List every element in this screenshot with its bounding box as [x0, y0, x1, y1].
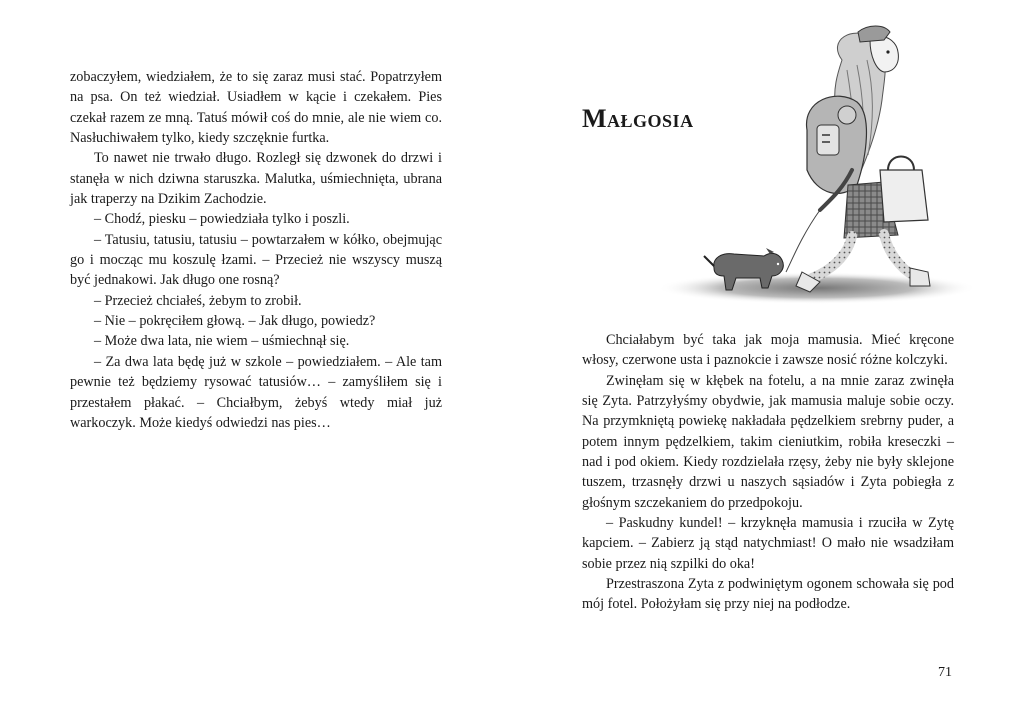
paragraph: To nawet nie trwało długo. Rozległ się dzwonek do drzwi i stanęła w nich dziwna staruszka. Malutka, uśmiechnięta, ubrana jak traperzy na Dzikim Zachodzie. [70, 150, 442, 208]
paragraph: – Za dwa lata będę już w szkole – powiedziałem. – Ale tam pewnie też będziemy rysować tatusiów… – zamyśliłem się i przestałem płakać. – Chciałbym, żebyś wtedy miał już warkoczyk. Może kiedyś odwiedzi nas pies… [70, 353, 442, 431]
chapter-title: Małgosia [582, 104, 694, 133]
right-page-text [582, 330, 954, 615]
paragraph: – Paskudny kundel! – krzyknęła mamusia i rzuciła w Zytę kapciem. – Zabierz ją stąd natychmiast! O mało nie wsadziłam sobie przez nią szpilki do oka! [582, 515, 954, 572]
paragraph: – Tatusiu, tatusiu, tatusiu – powtarzałem w kółko, obejmując go i mocząc mu koszulę łzami. – Przecież nie wszyscy muszą być jednakowi. Jak długo one rosną? [70, 231, 442, 289]
right-page [512, 0, 1024, 723]
paragraph: – Chodź, piesku – powiedziała tylko i poszli. [94, 211, 350, 228]
paragraph: zobaczyłem, wiedziałem, że to się zaraz musi stać. Popatrzyłem na psa. On też wiedział. Usiadłem w kącie i czekałem. Pies czekał razem ze mną. Tatuś mówił coś do mnie, ale nie wiem co. Nasłuchiwałem tylko, kiedy szczęknie furtka. [70, 69, 442, 147]
paragraph: – Przecież chciałeś, żebym to zrobił. [94, 292, 302, 309]
girl-walking-dog-illustration-icon [652, 20, 972, 320]
paragraph: Zwinęłam się w kłębek na fotelu, a na mnie zaraz zwinęła się Zyta. Patrzyłyśmy obydwie, jak mamusia maluje sobie oczy. Na przymkniętą powiekę nakładała pędzelkiem srebrny puder, a potem innym pędzelkiem, takim cieniutkim, robiła kreseczki – nad i pod okiem. Kiedy rozdzielała rzęsy, żeby nie były sklejone tuszem, trzasnęły drzwi u naszych sąsiadów i Zyta pobiegła z głośnym szczekaniem do przedpokoju. [582, 372, 954, 511]
paragraph: Przestraszona Zyta z podwiniętym ogonem schowała się pod mój fotel. Położyłam się przy niej na podłodze. [582, 576, 954, 613]
page-number: 71 [938, 665, 952, 680]
paragraph: Chciałabym być taka jak moja mamusia. Mieć kręcone włosy, czerwone usta i paznokcie i zawsze nosić różne kolczyki. [582, 332, 954, 369]
paragraph: – Może dwa lata, nie wiem – uśmiechnął się. [94, 333, 350, 350]
paragraph: – Nie – pokręciłem głową. – Jak długo, powiedz? [94, 313, 376, 330]
left-page-text [70, 67, 442, 433]
